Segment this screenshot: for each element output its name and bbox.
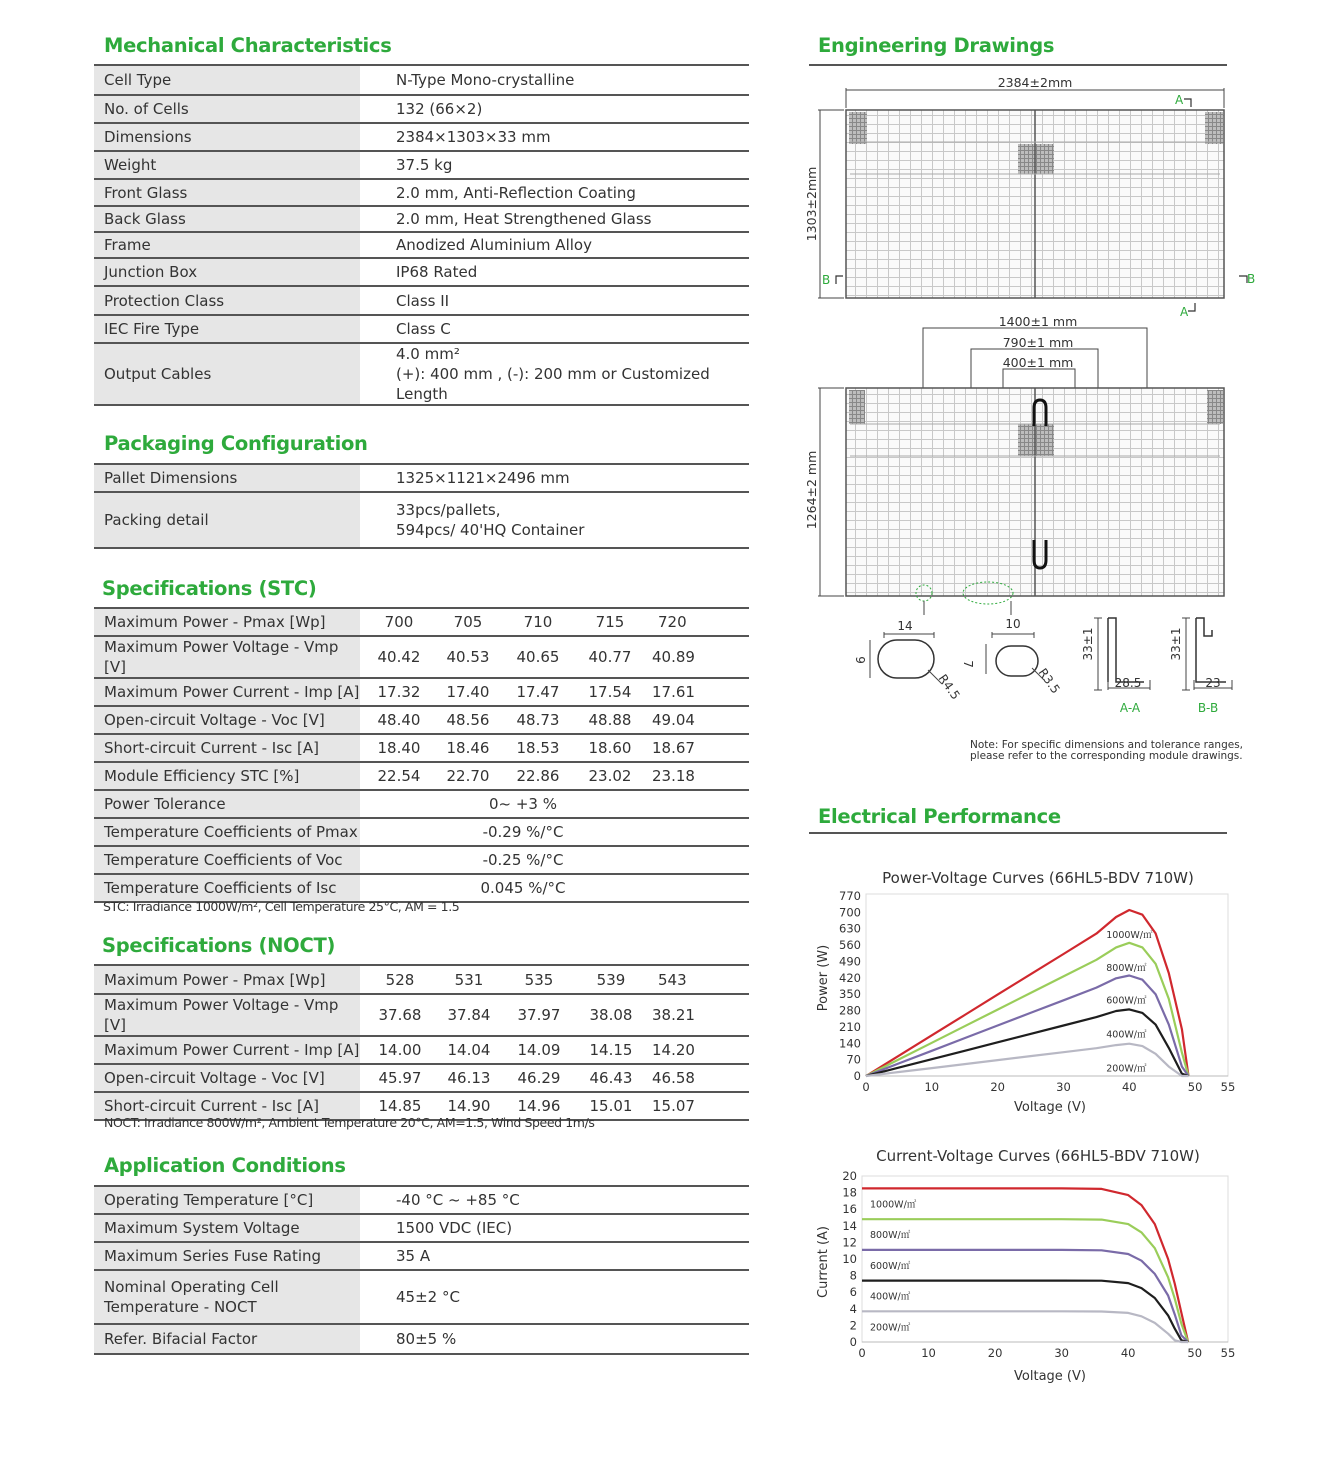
y-tick-label: 16 [842, 1202, 857, 1217]
drawings-rule [809, 64, 1227, 66]
busbar-right [1205, 112, 1223, 144]
hole1-radius: R4.5 [935, 671, 963, 703]
stc-table [94, 607, 749, 903]
noct-table [94, 964, 749, 1121]
mechanical-title: Mechanical Characteristics [104, 34, 392, 57]
table-row: Maximum Power Voltage - Vmp [V] 40.42 40.53 40.65 40.77 40.89 [94, 636, 749, 678]
power-voltage-chart [800, 860, 1260, 1120]
x-tick-label: 20 [990, 1080, 1005, 1094]
table-row: Front Glass 2.0 mm, Anti-Reflection Coating [94, 179, 749, 206]
y-tick-label: 18 [842, 1185, 857, 1200]
frame-aa-label: A-A [1119, 701, 1141, 715]
dim-1400: 1400±1 mm [998, 314, 1078, 329]
table-row: Short-circuit Current - Isc [A] 14.85 14.90 14.96 15.01 15.07 [94, 1092, 749, 1120]
drawing-note-line-1: Note: For specific dimensions and tolerance ranges, [970, 739, 1244, 751]
y-tick-label: 70 [846, 1052, 861, 1067]
busbar-left [849, 112, 867, 144]
y-tick-label: 490 [839, 954, 861, 969]
current-voltage-chart [800, 1138, 1260, 1398]
y-tick-label: 14 [842, 1218, 857, 1233]
table-row: Module Efficiency STC [%] 22.54 22.70 22.86 23.02 23.18 [94, 762, 749, 790]
packing-line-1: 33pcs/pallets, [396, 501, 501, 519]
frame-aa-width: 28.5 [1114, 676, 1142, 690]
y-tick-label: 0 [853, 1069, 861, 1083]
y-tick-label: 630 [839, 921, 861, 936]
table-row: Packing detail 33pcs/pallets, 594pcs/ 40'HQ Container [94, 492, 749, 548]
packaging-title: Packaging Configuration [104, 432, 368, 455]
table-row: Cell Type N-Type Mono-crystalline [94, 65, 749, 95]
series-label: 400W/㎡ [870, 1291, 911, 1303]
x-tick-label: 20 [987, 1346, 1003, 1360]
table-row: Frame Anodized Aluminium Alloy [94, 232, 749, 258]
table-row: Maximum Power - Pmax [Wp] 700 705 710 715 720 [94, 608, 749, 636]
hole2-height: 7 [961, 660, 975, 668]
frame-bb-label: B-B [1197, 701, 1219, 715]
chart-title: Current-Voltage Curves (66HL5-BDV 710W) [876, 1147, 1200, 1165]
y-tick-label: 4 [849, 1301, 857, 1316]
y-tick-label: 770 [839, 889, 861, 903]
section-a-top: A [1175, 93, 1184, 107]
x-tick-label: 0 [862, 1080, 870, 1094]
table-row: Back Glass 2.0 mm, Heat Strengthened Glass [94, 206, 749, 232]
x-tick-label: 50 [1187, 1080, 1203, 1094]
application-title: Application Conditions [104, 1154, 346, 1177]
table-row: Refer. Bifacial Factor 80±5 % [94, 1324, 749, 1354]
x-tick-label: 10 [924, 1080, 940, 1094]
dim-400: 400±1 mm [1002, 355, 1074, 370]
x-tick-label: 50 [1187, 1346, 1203, 1360]
table-row: Maximum Series Fuse Rating 35 A [94, 1242, 749, 1270]
engineering-drawing [800, 70, 1260, 770]
table-row: Power Tolerance 0~ +3 % [94, 790, 749, 818]
table-row: Output Cables 4.0 mm² (+): 400 mm , (-): 200 mm or Customized Length [94, 343, 749, 405]
table-row: Temperature Coefficients of Isc 0.045 %/°C [94, 874, 749, 902]
hole2-shape [996, 646, 1038, 676]
junction-box-area [1018, 144, 1054, 174]
noct-title: Specifications (NOCT) [102, 934, 336, 957]
drawings-title: Engineering Drawings [818, 34, 1055, 57]
electrical-title: Electrical Performance [818, 805, 1061, 828]
x-tick-label: 40 [1120, 1346, 1136, 1360]
packaging-table [94, 463, 749, 549]
hole2-width: 10 [1005, 617, 1021, 631]
y-tick-label: 140 [839, 1036, 861, 1051]
table-row: No. of Cells 132 (66×2) [94, 95, 749, 123]
y-tick-label: 20 [842, 1169, 857, 1183]
x-axis-label: Voltage (V) [1014, 1100, 1086, 1115]
table-row: Open-circuit Voltage - Voc [V] 45.97 46.13 46.29 46.43 46.58 [94, 1064, 749, 1092]
table-row: Pallet Dimensions 1325×1121×2496 mm [94, 464, 749, 492]
application-table [94, 1185, 749, 1355]
table-row: IEC Fire Type Class C [94, 315, 749, 343]
y-tick-label: 560 [839, 938, 861, 953]
x-tick-label: 55 [1220, 1346, 1236, 1360]
section-a-bottom: A [1180, 305, 1189, 319]
x-tick-label: 30 [1056, 1080, 1071, 1094]
mechanical-table [94, 64, 749, 406]
y-axis-label: Power (W) [816, 944, 831, 1012]
y-tick-label: 2 [849, 1318, 857, 1333]
table-row: Junction Box IP68 Rated [94, 258, 749, 286]
x-tick-label: 40 [1121, 1080, 1137, 1094]
series-label: 200W/㎡ [870, 1322, 911, 1334]
frame-aa-height: 33±1 [1081, 627, 1095, 661]
y-tick-label: 12 [842, 1235, 857, 1250]
frame-bb-width: 23 [1205, 676, 1221, 690]
table-row: Open-circuit Voltage - Voc [V] 48.40 48.56 48.73 48.88 49.04 [94, 706, 749, 734]
table-row: Maximum Power Voltage - Vmp [V] 37.68 37.84 37.97 38.08 38.21 [94, 994, 749, 1036]
x-tick-label: 30 [1054, 1346, 1069, 1360]
plot-area [862, 1176, 1228, 1342]
series-label: 1000W/㎡ [870, 1199, 917, 1211]
rear-height-dim: 1264±2 mm [804, 450, 819, 530]
series-label: 600W/㎡ [1106, 995, 1147, 1007]
y-tick-label: 350 [839, 987, 861, 1002]
hole1-shape [878, 640, 934, 678]
height-dim: 1303±2mm [804, 166, 819, 242]
width-dim: 2384±2mm [997, 75, 1073, 90]
y-tick-label: 6 [849, 1285, 857, 1300]
table-row: Protection Class Class II [94, 286, 749, 315]
section-a-arrow [1184, 99, 1191, 107]
hole1-width: 14 [897, 619, 913, 633]
series-label: 1000W/㎡ [1106, 930, 1153, 942]
series-label: 400W/㎡ [1106, 1029, 1147, 1041]
electrical-rule [809, 832, 1227, 834]
cable-length: (+): 400 mm , (-): 200 mm or Customized Length [396, 365, 710, 403]
hole1-height: 9 [853, 656, 867, 664]
frame-aa-profile [1108, 618, 1144, 682]
chart-title: Power-Voltage Curves (66HL5-BDV 710W) [882, 869, 1194, 887]
noct-label-line-2: Temperature - NOCT [104, 1298, 257, 1316]
y-tick-label: 210 [839, 1019, 861, 1034]
table-row: Maximum System Voltage 1500 VDC (IEC) [94, 1214, 749, 1242]
series-label: 800W/㎡ [1106, 962, 1147, 974]
series-label: 200W/㎡ [1106, 1063, 1147, 1075]
frame-bb-profile [1196, 618, 1226, 682]
series-label: 800W/㎡ [870, 1230, 911, 1242]
x-tick-label: 10 [921, 1346, 936, 1360]
section-b-left: B [822, 273, 831, 287]
noct-note: NOCT: Irradiance 800W/m², Ambient Temperature 20°C, AM=1.5, Wind Speed 1m/s [104, 1115, 595, 1130]
x-axis-label: Voltage (V) [1014, 1369, 1086, 1384]
y-axis-label: Current (A) [816, 1226, 831, 1298]
frame-bb-height: 33±1 [1169, 627, 1183, 661]
packing-line-2: 594pcs/ 40'HQ Container [396, 521, 585, 539]
x-tick-label: 0 [858, 1346, 866, 1360]
table-row: Operating Temperature [°C] -40 °C ~ +85 °C [94, 1186, 749, 1214]
x-tick-label: 55 [1220, 1080, 1236, 1094]
table-row: Temperature Coefficients of Pmax -0.29 %/°C [94, 818, 749, 846]
stc-note: STC: Irradiance 1000W/m², Cell Temperature 25°C, AM = 1.5 [103, 899, 460, 914]
section-b-right: B [1247, 272, 1256, 286]
hole2-radius: R3.5 [1035, 665, 1063, 697]
y-tick-label: 0 [849, 1335, 857, 1349]
table-row: Maximum Power Current - Imp [A] 14.00 14.04 14.09 14.15 14.20 [94, 1036, 749, 1064]
y-tick-label: 8 [849, 1268, 857, 1283]
table-row: Dimensions 2384×1303×33 mm [94, 123, 749, 151]
y-tick-label: 280 [839, 1003, 861, 1018]
stc-title: Specifications (STC) [102, 577, 317, 600]
table-row: Short-circuit Current - Isc [A] 18.40 18.46 18.53 18.60 18.67 [94, 734, 749, 762]
y-tick-label: 10 [842, 1252, 857, 1266]
table-row: Weight 37.5 kg [94, 151, 749, 179]
noct-label-line-1: Nominal Operating Cell [104, 1278, 279, 1296]
table-row: Maximum Power - Pmax [Wp] 528 531 535 539 543 [94, 965, 749, 994]
cable-spec: 4.0 mm² [396, 345, 460, 363]
drawing-note-line-2: please refer to the corresponding module drawings. [970, 750, 1243, 762]
y-tick-label: 420 [839, 970, 861, 985]
table-row: Temperature Coefficients of Voc -0.25 %/°C [94, 846, 749, 874]
dim-790: 790±1 mm [1002, 335, 1074, 350]
table-row: Nominal Operating Cell Temperature - NOCT 45±2 °C [94, 1270, 749, 1324]
series-label: 600W/㎡ [870, 1260, 911, 1272]
y-tick-label: 700 [839, 905, 861, 920]
table-row: Maximum Power Current - Imp [A] 17.32 17.40 17.47 17.54 17.61 [94, 678, 749, 706]
